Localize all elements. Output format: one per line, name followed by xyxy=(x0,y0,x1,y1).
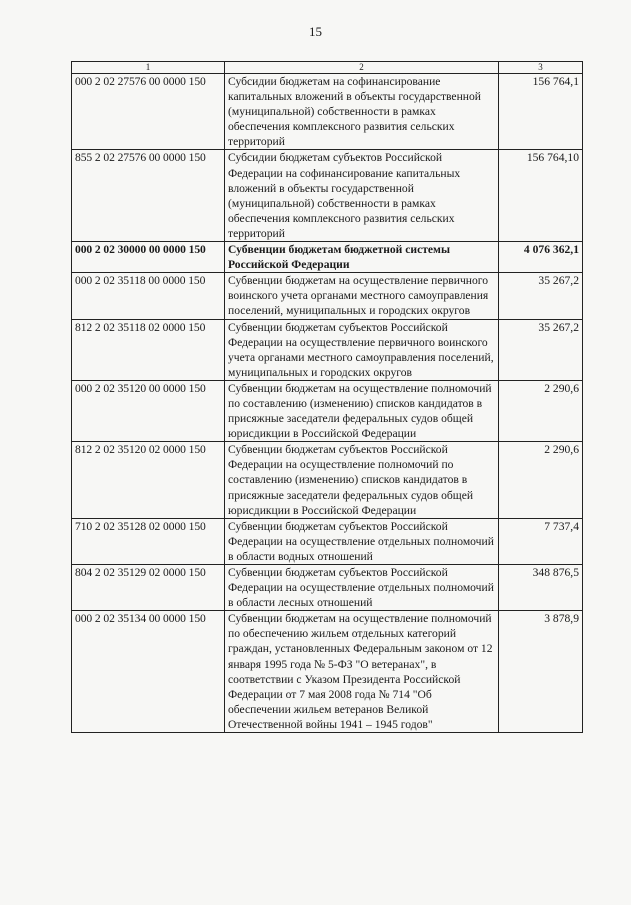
name-cell: Субвенции бюджетам на осуществление первичного воинского учета органами местного самоуправления поселений, муниципальных и городских округов xyxy=(225,273,499,319)
table-row xyxy=(72,273,583,319)
table-row xyxy=(72,442,583,518)
column-number-row xyxy=(72,62,583,74)
name-cell: Субвенции бюджетам субъектов Российской Федерации на осуществление отдельных полномочий в области лесных отношений xyxy=(225,565,499,611)
name-cell: Субвенции бюджетам бюджетной системы Российской Федерации xyxy=(225,242,499,273)
code-cell: 812 2 02 35118 02 0000 150 xyxy=(72,319,225,380)
code-cell: 000 2 02 35120 00 0000 150 xyxy=(72,380,225,441)
sum-cell: 348 876,5 xyxy=(499,565,583,611)
sum-cell: 2 290,6 xyxy=(499,380,583,441)
table-row xyxy=(72,242,583,273)
name-cell: Субвенции бюджетам субъектов Российской Федерации на осуществление первичного воинского учета органами местного самоуправления поселений, муниципальных и городских округов xyxy=(225,319,499,380)
table-row xyxy=(72,611,583,733)
code-cell: 000 2 02 35134 00 0000 150 xyxy=(72,611,225,733)
code-cell: 000 2 02 30000 00 0000 150 xyxy=(72,242,225,273)
table-row xyxy=(72,150,583,242)
name-cell: Субвенции бюджетам на осуществление полномочий по составлению (изменению) списков кандидатов в присяжные заседатели федеральных судов общей юрисдикции в Российской Федерации xyxy=(225,380,499,441)
bleed-through-text xyxy=(72,845,582,895)
code-cell: 812 2 02 35120 02 0000 150 xyxy=(72,442,225,518)
name-cell: Субвенции бюджетам на осуществление полномочий по обеспечению жильем отдельных категорий граждан, установленных Федеральным законом от 12 января 1995 года № 5-ФЗ "О ветеранах", в соответствии с Указом Президента Российской Федерации от 7 мая 2008 года № 714 "Об обеспечении жильем ветеранов Великой Отечественной войны 1941 – 1945 годов" xyxy=(225,611,499,733)
name-cell: Субсидии бюджетам на софинансирование капитальных вложений в объекты государственной (муниципальной) собственности в рамках обеспечения комплексного развития сельских территорий xyxy=(225,74,499,150)
sum-cell: 7 737,4 xyxy=(499,518,583,564)
sum-cell: 3 878,9 xyxy=(499,611,583,733)
column-number: 1 xyxy=(72,62,225,74)
code-cell: 855 2 02 27576 00 0000 150 xyxy=(72,150,225,242)
budget-table xyxy=(71,61,583,733)
table-row xyxy=(72,74,583,150)
table-row xyxy=(72,518,583,564)
page-number: 15 xyxy=(309,24,322,39)
code-cell: 804 2 02 35129 02 0000 150 xyxy=(72,565,225,611)
code-cell: 000 2 02 27576 00 0000 150 xyxy=(72,74,225,150)
name-cell: Субвенции бюджетам субъектов Российской Федерации на осуществление полномочий по составлению (изменению) списков кандидатов в присяжные заседатели федеральных судов общей юрисдикции в Российской Федерации xyxy=(225,442,499,518)
table-row xyxy=(72,565,583,611)
sum-cell: 2 290,6 xyxy=(499,442,583,518)
code-cell: 000 2 02 35118 00 0000 150 xyxy=(72,273,225,319)
sum-cell: 35 267,2 xyxy=(499,273,583,319)
name-cell: Субсидии бюджетам субъектов Российской Федерации на софинансирование капитальных вложений в объекты государственной (муниципальной) собственности в рамках обеспечения комплексного развития сельских территорий xyxy=(225,150,499,242)
code-cell: 710 2 02 35128 02 0000 150 xyxy=(72,518,225,564)
table-row xyxy=(72,380,583,441)
sum-cell: 156 764,10 xyxy=(499,150,583,242)
sum-cell: 35 267,2 xyxy=(499,319,583,380)
sum-cell: 4 076 362,1 xyxy=(499,242,583,273)
name-cell: Субвенции бюджетам субъектов Российской Федерации на осуществление отдельных полномочий в области водных отношений xyxy=(225,518,499,564)
column-number: 2 xyxy=(225,62,499,74)
table-row xyxy=(72,319,583,380)
sum-cell: 156 764,1 xyxy=(499,74,583,150)
column-number: 3 xyxy=(499,62,583,74)
